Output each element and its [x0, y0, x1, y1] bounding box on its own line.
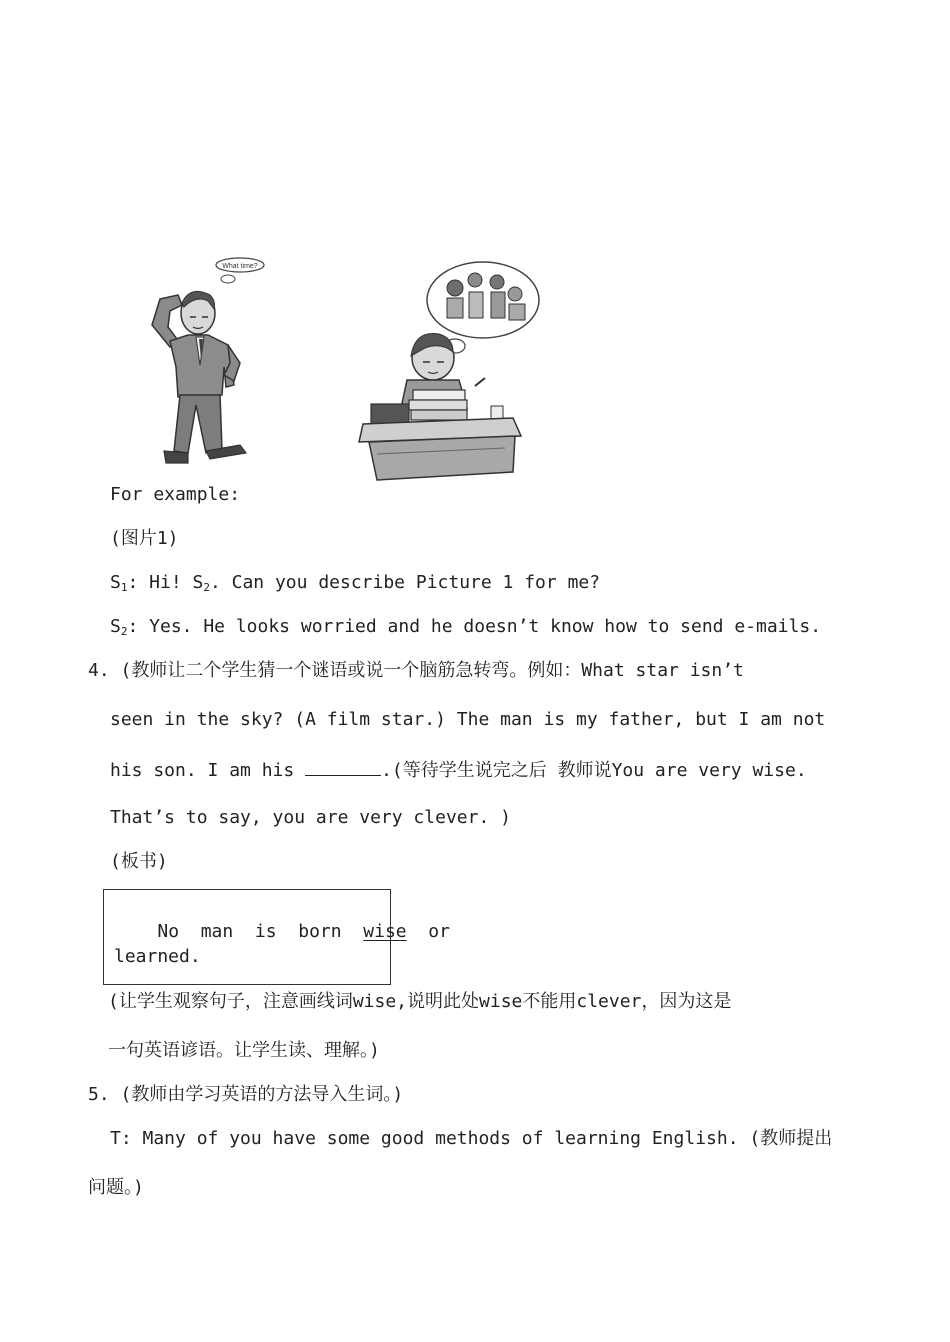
item-4-line-1: 4. (教师让二个学生猜一个谜语或说一个脑筋急转弯。例如：What star isn’t — [88, 660, 744, 681]
dialogue-s2 — [110, 615, 821, 639]
dialogue-text: . Can you describe Picture 1 for me? — [209, 572, 601, 593]
speaker-subscript: 1 — [120, 581, 128, 594]
note-line-2: 一句英语谚语。让学生读、理解。) — [108, 1040, 380, 1061]
item-5-line-1: 5. (教师由学习英语的方法导入生词。) — [88, 1084, 404, 1105]
speaker-label: S — [110, 572, 121, 593]
speaker-subscript: 2 — [203, 581, 210, 594]
worried-man-illustration — [130, 255, 280, 470]
item-5-line-2: T: Many of you have some good methods of learning English. (教师提出 — [110, 1128, 833, 1149]
board-writing-line-2: learned. — [114, 946, 201, 967]
item-4-line-4: That’s to say, you are very clever. ) — [110, 807, 511, 828]
dialogue-text: : Yes. He looks worried and he doesn’t know how to send e-mails. — [127, 616, 822, 637]
item-5-line-3: 问题。) — [88, 1177, 144, 1198]
proverb-text: or — [406, 921, 450, 942]
note-line-1: (让学生观察句子，注意画线词wise,说明此处wise不能用clever，因为这是 — [108, 991, 732, 1012]
thought-bubble-text: What time? — [222, 263, 258, 270]
riddle-text: his son. I am his — [110, 760, 306, 781]
answer-blank — [305, 757, 381, 776]
item-4-line-2: seen in the sky? (A film star.) The man is my father, but I am not — [110, 709, 826, 730]
dialogue-s1 — [110, 571, 600, 595]
item-4-line-3 — [110, 757, 807, 783]
speaker-label: S — [110, 616, 121, 637]
underlined-word: wise — [363, 921, 407, 942]
speaker-subscript: 2 — [120, 625, 128, 638]
riddle-text: .(等待学生说完之后 教师说You are very wise. — [381, 760, 807, 781]
picture-reference: (图片1) — [110, 528, 179, 549]
dialogue-text: : Hi! S — [127, 572, 204, 593]
board-label: (板书) — [110, 851, 168, 872]
student-at-desk-illustration — [355, 258, 545, 486]
proverb-text: No man is born — [157, 921, 364, 942]
example-label: For example: — [110, 484, 241, 505]
